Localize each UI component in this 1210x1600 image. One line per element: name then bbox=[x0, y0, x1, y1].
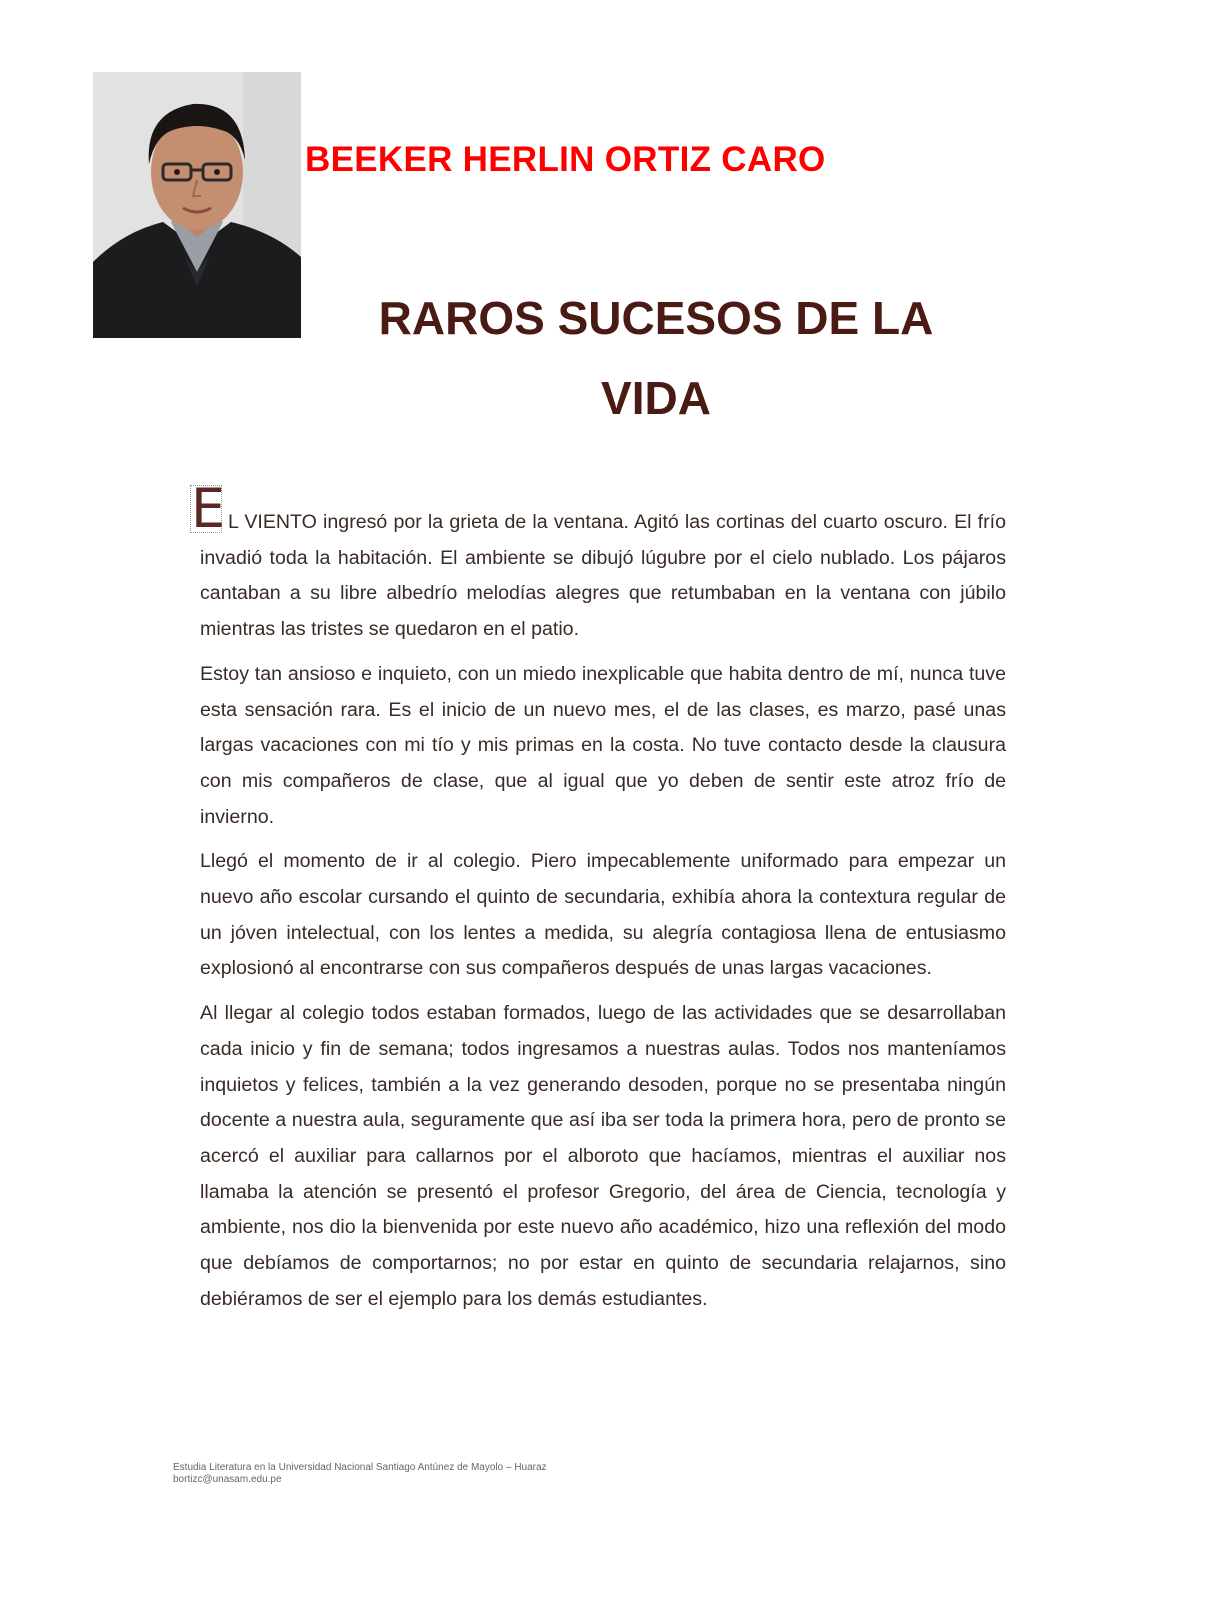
paragraph-1-text: L VIENTO ingresó por la grieta de la ventana. Agitó las cortinas del cuarto oscuro. El frío invadió toda la habitación. El ambiente se dibujó lúgubre por el cielo nublado. Los pájaros cantaban a su libre albedrío melodías alegres que retumbaban en la ventana con júbilo mientras las tristes se quedaron en el patio. bbox=[200, 511, 1006, 641]
author-name: BEEKER HERLIN ORTIZ CARO bbox=[305, 140, 826, 179]
paragraph-1 bbox=[191, 477, 1006, 648]
title-line-2: VIDA bbox=[601, 372, 711, 424]
footer-affiliation: Estudia Literatura en la Universidad Nacional Santiago Antúnez de Mayolo – Huaraz bbox=[173, 1462, 547, 1473]
paragraph-2: Estoy tan ansioso e inquieto, con un miedo inexplicable que habita dentro de mí, nunca tuve esta sensación rara. Es el inicio de un nuevo mes, el de las clases, es marzo, pasé unas largas vacaciones con mi tío y mis primas en la costa. No tuve contacto desde la clausura con mis compañeros de clase, que al igual que yo deben de sentir este atroz frío de invierno. bbox=[200, 662, 1006, 828]
page-title bbox=[300, 278, 1012, 438]
footer-note bbox=[173, 1462, 547, 1486]
drop-cap: E bbox=[191, 477, 224, 540]
story-body bbox=[191, 477, 1006, 1326]
title-line-1: RAROS SUCESOS DE LA bbox=[378, 292, 934, 344]
author-photo bbox=[93, 72, 301, 338]
paragraph-3: Llegó el momento de ir al colegio. Piero impecablemente uniformado para empezar un nuevo año escolar cursando el quinto de secundaria, exhibía ahora la contextura regular de un jóven intelectual, con los lentes a medida, su alegría contagiosa llena de entusiasmo explosionó al encontrarse con sus compañeros después de unas largas vacaciones. bbox=[200, 850, 1006, 980]
footer-email: bortizc@unasam.edu.pe bbox=[173, 1474, 282, 1485]
paragraph-4: Al llegar al colegio todos estaban formados, luego de las actividades que se desarrollaban cada inicio y fin de semana; todos ingresamos a nuestras aulas. Todos nos manteníamos inquietos y felices, también a la vez generando desoden, porque no se presentaba ningún docente a nuestra aula, seguramente que así iba ser toda la primera hora, pero de pronto se acercó el auxiliar para callarnos por el alboroto que hacíamos, mientras el auxiliar nos llamaba la atención se presentó el profesor Gregorio, del área de Ciencia, tecnología y ambiente, nos dio la bienvenida por este nuevo año académico, hizo una reflexión del modo que debíamos de comportarnos; no por estar en quinto de secundaria relajarnos, sino debiéramos de ser el ejemplo para los demás estudiantes. bbox=[200, 1002, 1006, 1310]
portrait-image bbox=[93, 72, 301, 338]
